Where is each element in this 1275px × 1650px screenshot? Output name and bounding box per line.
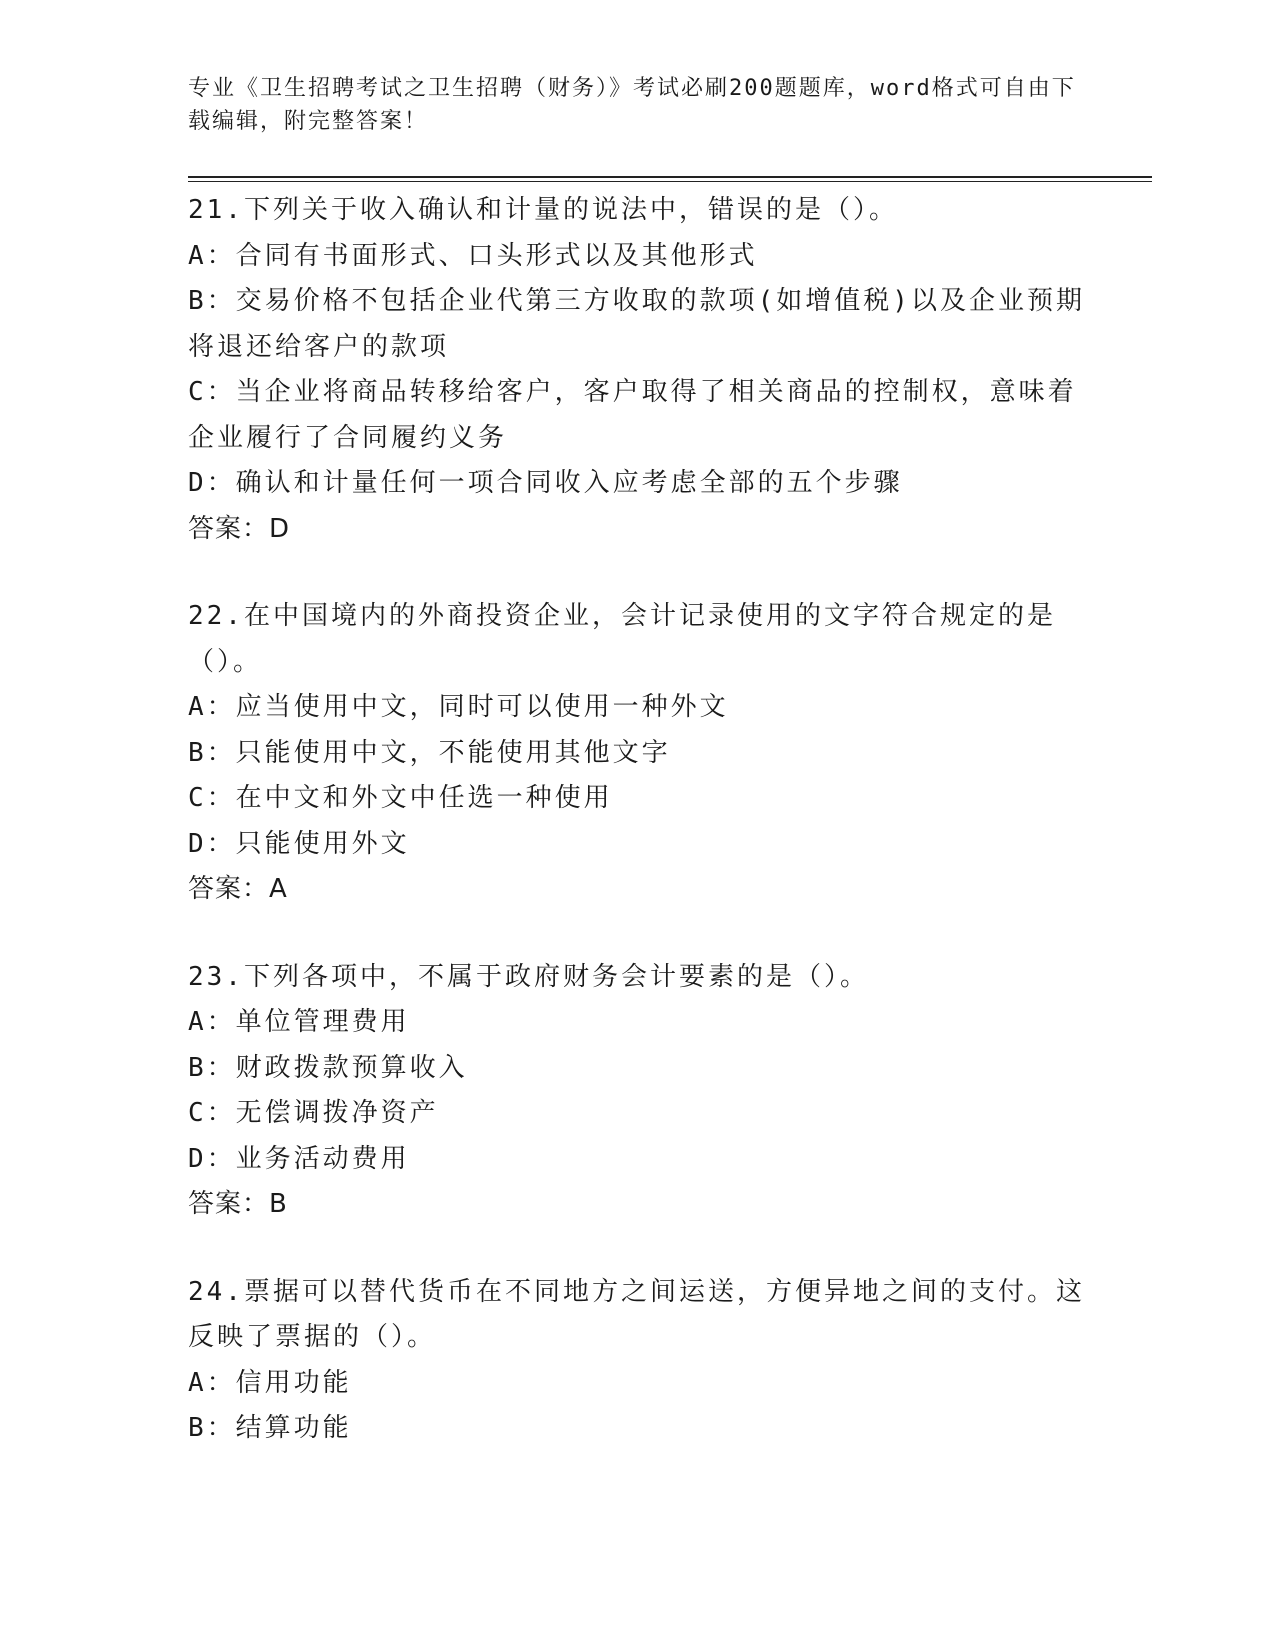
option-a: A：信用功能	[188, 1367, 352, 1398]
question-23	[188, 955, 1088, 1228]
option-d: D：确认和计量任何一项合同收入应考虑全部的五个步骤	[188, 468, 903, 498]
header-divider-thin	[188, 181, 1152, 182]
answer-label: 答案：D	[188, 513, 291, 544]
option-b: B：交易价格不包括企业代第三方收取的款项(如增值税)以及企业预期将退还给客户的款项	[188, 286, 1085, 362]
option-c: C：在中文和外文中任选一种使用	[188, 783, 613, 813]
option-d: D：只能使用外文	[188, 828, 410, 859]
question-list	[188, 188, 1088, 1494]
option-b: B：结算功能	[188, 1413, 352, 1443]
question-stem: 21.下列关于收入确认和计量的说法中，错误的是（）。	[188, 195, 898, 225]
option-a: A：合同有书面形式、口头形式以及其他形式	[188, 240, 758, 271]
option-a: A：单位管理费用	[188, 1007, 410, 1037]
question-stem: 24.票据可以替代货币在不同地方之间运送，方便异地之间的支付。这反映了票据的（）。	[188, 1276, 1085, 1352]
option-d: D：业务活动费用	[188, 1143, 410, 1174]
option-b: B：财政拨款预算收入	[188, 1052, 468, 1083]
answer-label: 答案：B	[188, 1189, 288, 1219]
document-header: 专业《卫生招聘考试之卫生招聘（财务）》考试必刷200题题库，word格式可自由下载编辑，附完整答案！	[188, 76, 1076, 134]
answer-label: 答案：A	[188, 874, 288, 904]
question-24	[188, 1270, 1088, 1452]
question-stem: 23.下列各项中，不属于政府财务会计要素的是（）。	[188, 961, 869, 992]
option-c: C：当企业将商品转移给客户，客户取得了相关商品的控制权，意味着企业履行了合同履约义务	[188, 377, 1077, 453]
option-b: B：只能使用中文，不能使用其他文字	[188, 737, 671, 768]
option-c: C：无偿调拨净资产	[188, 1098, 439, 1128]
question-21	[188, 188, 1088, 552]
question-22	[188, 594, 1088, 913]
question-stem: 22.在中国境内的外商投资企业，会计记录使用的文字符合规定的是（）。	[188, 601, 1056, 677]
header-divider-thick	[188, 176, 1152, 178]
option-a: A：应当使用中文，同时可以使用一种外文	[188, 692, 729, 722]
